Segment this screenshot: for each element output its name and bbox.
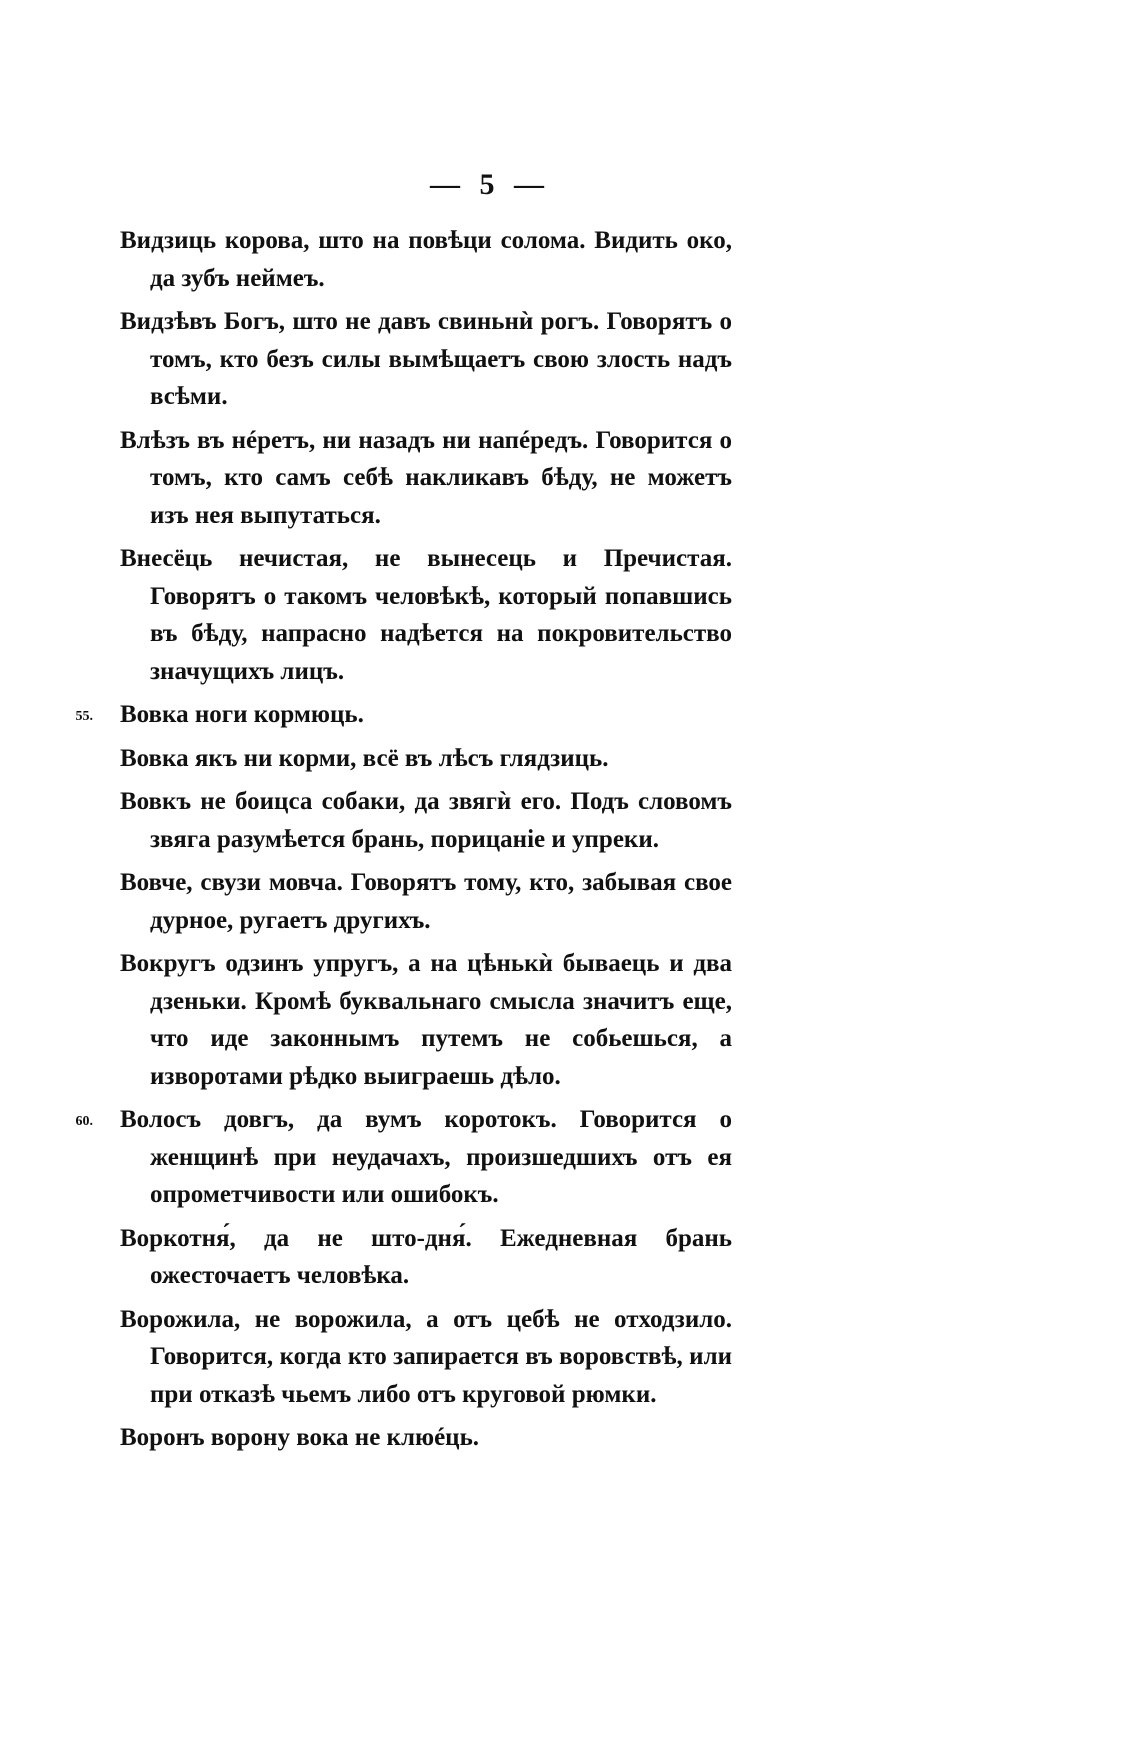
- entry-number: 55.: [75, 709, 93, 724]
- proverb-headword: Вовкъ не боицса собаки, да звягѝ его.: [120, 788, 562, 815]
- proverb-headword: Вовка ноги кормюць.: [120, 701, 364, 728]
- proverb-entry: [120, 1301, 732, 1414]
- proverb-entry: [120, 1220, 732, 1295]
- proverb-entry: [120, 303, 732, 416]
- proverb-headword: Видзиць корова, што на повѣци солома.: [120, 227, 586, 254]
- proverb-explanation: Говорятъ о такомъ человѣкѣ, который попавшись въ бѣду, напрасно надѣется на покровительство значущихъ лицъ.: [150, 582, 732, 685]
- proverb-explanation: Ежедневная брань ожесточаетъ человѣка.: [150, 1224, 732, 1289]
- page-number: — 5 —: [430, 168, 550, 201]
- proverb-explanation: Кромѣ буквальнаго смысла значитъ еще, что иде законнымъ путемъ не собьешься, а изворотами рѣдко выиграешь дѣло.: [150, 987, 733, 1090]
- proverb-list: [75, 222, 733, 1463]
- proverb-explanation: Подъ словомъ звяга разумѣется брань, порицаніе и упреки.: [150, 788, 733, 853]
- proverb-entry: [120, 222, 732, 297]
- proverb-explanation: Говорятъ тому, кто, забывая свое дурное, ругаетъ другихъ.: [150, 869, 733, 934]
- proverb-headword: Воронъ ворону вока не клюéць.: [120, 1424, 480, 1451]
- entry-number: 60.: [75, 1114, 93, 1129]
- proverb-explanation: Видить око, да зубъ неймеъ.: [150, 227, 732, 292]
- proverb-headword: Вовка якъ ни корми, всё въ лѣсъ глядзиць.: [120, 744, 609, 772]
- proverb-headword: Волосъ довгъ, да вумъ коротокъ.: [120, 1106, 557, 1133]
- proverb-headword: Воркотня́, да не што-дня́.: [120, 1224, 472, 1252]
- proverb-explanation: Говорится о женщинѣ при неудачахъ, произшедшихъ отъ ея опрометчивости или ошибокъ.: [150, 1106, 732, 1208]
- proverb-headword: Ворожила, не ворожила, а отъ цебѣ не отходзило.: [120, 1305, 732, 1333]
- proverb-entry: [120, 1419, 732, 1457]
- proverb-headword: Влѣзъ въ нéретъ, ни назадъ ни напéредъ.: [120, 426, 589, 454]
- proverb-headword: Вовче, свузи мовча.: [120, 869, 343, 896]
- proverb-entry: [75, 696, 732, 734]
- proverb-entry: [120, 864, 732, 939]
- proverb-headword: Внесёць нечистая, не вынесець и Пречистая.: [120, 545, 732, 572]
- proverb-entry: [120, 422, 732, 535]
- proverb-entry: [75, 1101, 732, 1214]
- proverb-entry: [120, 783, 732, 858]
- proverb-explanation: Говорится о томъ, кто самъ себѣ накликавъ бѣду, не можетъ изъ нея выпутаться.: [150, 426, 733, 529]
- proverb-explanation: Говорятъ о томъ, кто безъ силы вымѣщаетъ свою злость надъ всѣми.: [150, 308, 732, 410]
- proverb-entry: [120, 740, 732, 778]
- proverb-entry: [120, 945, 732, 1095]
- proverb-headword: Вокругъ одзинъ упругъ, а на цѣнькѝ бываець и два дзеньки.: [120, 950, 732, 1015]
- proverb-explanation: Говорится, когда кто запирается въ воровствѣ, или при отказѣ чьемъ либо отъ круговой рюмки.: [150, 1343, 732, 1408]
- proverb-entry: [120, 540, 732, 690]
- proverb-headword: Видзѣвъ Богъ, што не давъ свиньнѝ рогъ.: [120, 308, 600, 335]
